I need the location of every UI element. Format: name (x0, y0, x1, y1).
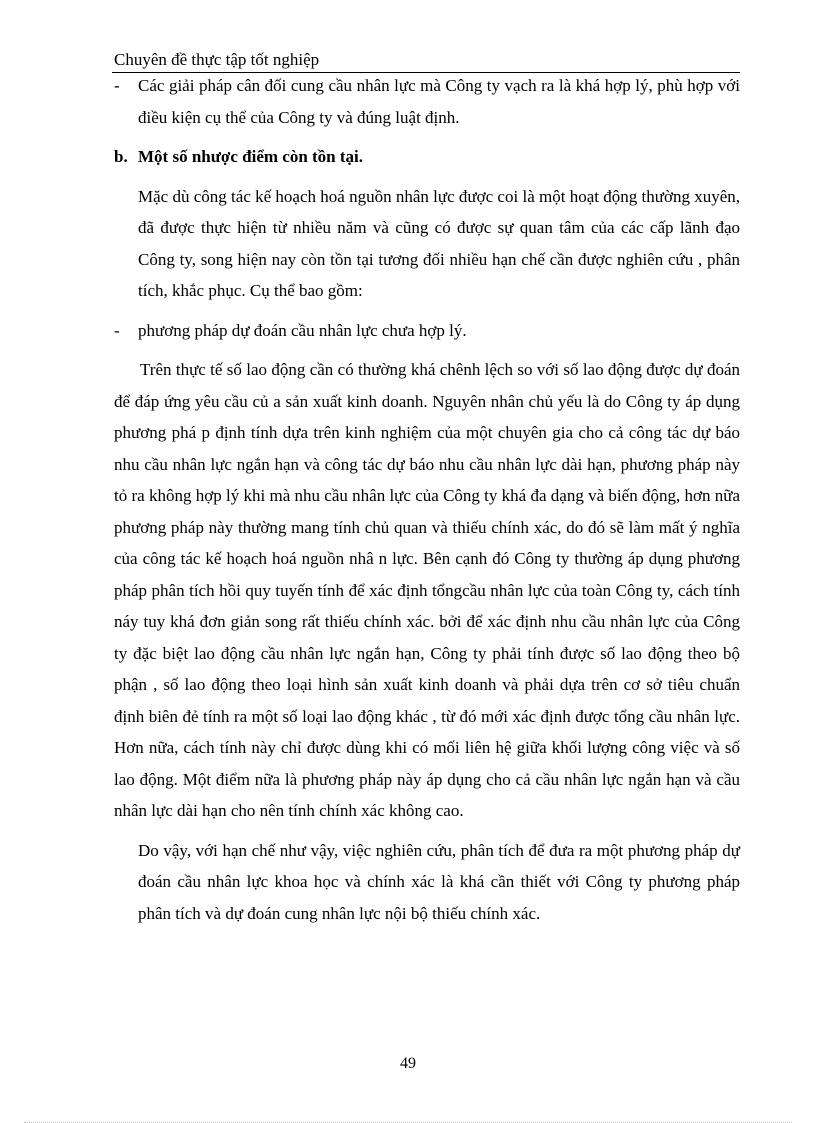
page-content (114, 70, 740, 929)
bullet-dash: - (114, 320, 120, 340)
bullet-item-balance-solutions (114, 70, 740, 133)
section-heading (114, 141, 740, 173)
page-number: 49 (400, 1055, 416, 1072)
bullet-text: phương pháp dự đoán cầu nhân lực chưa hợp lý. (138, 320, 467, 340)
bullet-text: Các giải pháp cân đối cung cầu nhân lực mà Công ty vạch ra là khá hợp lý, phù hợp với điều kiện cụ thể của Công ty và đúng luật định. (138, 76, 740, 127)
main-paragraph: Trên thực tế số lao động cần có thường khá chênh lệch so với số lao động được dự đoán để đáp ứng yêu cầu củ a sản xuất kinh doanh. Nguyên nhân chủ yếu là do Công ty áp dụng phương phá p định tính dựa trên kinh nghiệm của một chuyên gia cho cả công tác dự báo nhu cầu nhân lực ngắn hạn và công tác dự báo nhu cầu nhân lực dài hạn, phương pháp này tỏ ra không hợp lý khi mà nhu cầu nhân lực của Công ty khá đa dạng và biến động, hơn nữa phương pháp này thường mang tính chủ quan và thiếu chính xác, do đó sẽ làm mất ý nghĩa của công tác kế hoạch hoá nguồn nhâ n lực. Bên cạnh đó Công ty thường áp dụng phương pháp phân tích hồi quy tuyến tính để xác định tổngcầu nhân lực của toàn Công ty, cách tính náy tuy khá đơn giản song rất thiếu chính xác. bởi để xác định nhu cầu nhân lực của Công ty đặc biệt lao động cầu nhân lực ngắn hạn, Công ty phải tính được số lao động theo bộ phận , số lao động theo loại hình sản xuất kinh doanh và phải dựa trên cơ sở tiêu chuẩn định biên đẻ tính ra một số loại lao động khác , từ đó mới xác định được tổng cầu nhân lực. Hơn nữa, cách tính này chỉ được dùng khi có mối liên hệ giữa khối lượng công việc và số lao động. Một điểm nữa là phương pháp này áp dụng cho cả cầu nhân lực ngắn hạn và cầu nhân lực dài hạn cho nên tính chính xác không cao. (114, 360, 740, 820)
section-heading-text: Một số nhược điểm còn tồn tại. (138, 147, 364, 166)
bullet-item-forecast-method (114, 315, 740, 347)
bullet-dash: - (114, 76, 120, 95)
page-header: Chuyên đề thực tập tốt nghiệp (114, 50, 320, 69)
conclusion-paragraph: Do vậy, với hạn chế như vậy, việc nghiên cứu, phân tích để đưa ra một phương pháp dự đoán cầu nhân lực khoa học và chính xác là khá cần thiết với Công ty phương pháp phân tích và dự đoán cung nhân lực nội bộ thiếu chính xác. (138, 840, 740, 923)
section-marker: b. (114, 147, 128, 166)
intro-paragraph: Mặc dù công tác kế hoạch hoá nguồn nhân lực được coi là một hoạt động thường xuyên, đã được thực hiện từ nhiều năm và cũng có được sự quan tâm của các cấp lãnh đạo Công ty, song hiện nay còn tồn tại tương đối nhiều hạn chế cần được nghiên cứu , phân tích, khắc phục. Cụ thể bao gồm: (138, 186, 740, 300)
